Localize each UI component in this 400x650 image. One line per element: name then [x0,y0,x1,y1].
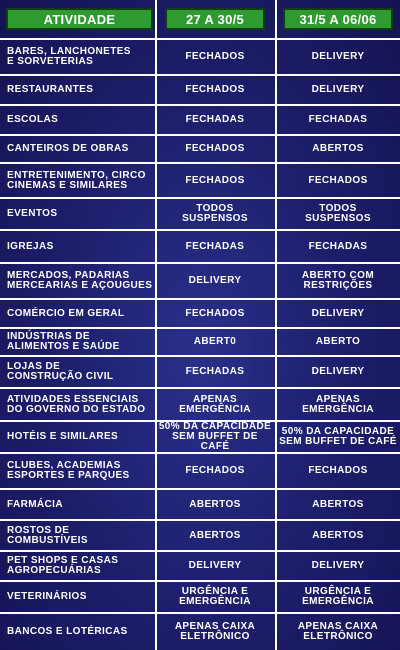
activity-cell [7,76,155,104]
period-1-cell [157,40,273,74]
activity-cell-text: PET SHOPS E CASAS AGROPECUÁRIAS [7,555,119,576]
activity-cell [7,300,155,327]
period-1-cell [157,582,273,612]
period-1-cell-text: FECHADOS [185,174,245,186]
period-2-cell [278,40,398,74]
period-1-cell-text: ABERT0 [193,336,237,347]
period-2-cell [278,264,398,298]
period-1-cell-text: APENAS CAIXA ELETRÔNICO [174,621,256,642]
activity-cell-text: LOJAS DE CONSTRUÇÃO CIVIL [7,361,114,382]
activity-cell-text: BANCOS E LOTÉRICAS [7,626,128,637]
activity-cell [7,329,155,355]
table-row [0,519,400,550]
period-2-cell [278,422,398,452]
period-2-cell [278,231,398,262]
period-2-cell [278,454,398,488]
period-2-cell [278,300,398,327]
period-1-cell-text: ABERTOS [189,529,241,541]
table-row [0,550,400,580]
period-1-cell-text: URGÊNCIA E EMERGÊNCIA [179,586,251,607]
table-row [0,327,400,355]
period-2-cell-text: URGÊNCIA E EMERGÊNCIA [302,586,374,607]
period-2-cell [278,490,398,519]
table-row [0,197,400,229]
table-row [0,298,400,327]
period-1-cell [157,422,273,452]
period-1-cell [157,490,273,519]
period-1-cell [157,136,273,162]
period-2-cell-text: DELIVERY [311,51,365,62]
activity-cell [7,199,155,229]
period-2-cell [278,164,398,197]
period-1-cell [157,614,273,650]
period-2-cell-text: TODOS SUSPENSOS [305,203,371,224]
period-1-cell [157,329,273,355]
period-1-cell [157,454,273,488]
period-1-cell [157,357,273,387]
table-row [0,580,400,612]
header-period-1: 27 A 30/5 [165,8,265,30]
period-1-cell-text: FECHADOS [185,143,245,154]
activity-cell-text: BARES, LANCHONETES E SORVETERIAS [7,46,131,67]
period-2-cell-text: ABERTOS [312,143,364,154]
activity-cell-text: COMÉRCIO EM GERAL [7,307,125,319]
period-2-cell-text: ABERTOS [312,498,364,510]
period-1-cell-text: FECHADOS [185,307,245,319]
period-2-cell-text: DELIVERY [311,366,365,377]
period-1-cell [157,76,273,104]
table-row [0,355,400,387]
period-2-cell-text: ABERTOS [312,529,364,541]
period-2-cell-text: FECHADOS [308,174,368,186]
table-row [0,488,400,519]
table-row [0,134,400,162]
table-row [0,387,400,420]
activity-cell-text: ENTRETENIMENTO, CIRCO CINEMAS E SIMILARES [7,169,146,191]
header-period-2: 31/5 A 06/06 [283,8,393,30]
activity-cell-text: FARMÁCIA [7,498,63,510]
period-2-cell [278,614,398,650]
period-2-cell-text: 50% DA CAPACIDADE SEM BUFFET DE CAFÉ [279,426,397,447]
activity-cell-text: MERCADOS, PADARIAS MERCEARIAS E AÇOUGUES [7,270,153,291]
period-2-cell-text: APENAS CAIXA ELETRÔNICO [297,621,379,642]
period-2-cell-text: ABERTO COM RESTRIÇÕES [301,270,375,291]
activity-cell-text: EVENTOS [7,208,58,219]
period-2-cell [278,521,398,550]
period-1-cell-text: DELIVERY [188,560,242,571]
period-2-cell [278,357,398,387]
period-1-cell [157,389,273,420]
period-1-cell-text: FECHADAS [185,240,245,252]
period-1-cell [157,552,273,580]
period-2-cell-text: FECHADOS [308,465,368,476]
period-2-cell [278,106,398,134]
activity-cell [7,552,155,580]
period-2-cell-text: DELIVERY [311,307,365,319]
period-2-cell-text: DELIVERY [311,84,365,95]
period-2-cell [278,136,398,162]
period-1-cell-text: TODOS SUSPENSOS [182,203,248,224]
table-row [0,612,400,650]
activity-cell [7,106,155,134]
period-1-cell-text: 50% DA CAPACIDADE SEM BUFFET DE CAFÉ [158,421,272,452]
table-row [0,262,400,298]
period-1-cell-text: FECHADOS [185,51,245,62]
period-2-cell-text: FECHADAS [308,114,368,125]
activity-cell [7,231,155,262]
activity-cell [7,614,155,650]
table-row [0,38,400,74]
period-2-cell-text: FECHADAS [308,240,368,252]
period-1-cell [157,164,273,197]
table-row [0,420,400,452]
period-1-cell [157,264,273,298]
period-1-cell [157,106,273,134]
period-1-cell [157,199,273,229]
period-1-cell-text: ABERTOS [189,498,241,510]
period-2-cell [278,329,398,355]
table-row [0,104,400,134]
activity-cell-text: ATIVIDADES ESSENCIAIS DO GOVERNO DO ESTADO [7,393,146,415]
activity-cell [7,40,155,74]
activity-cell-text: CANTEIROS DE OBRAS [7,143,129,154]
period-1-cell-text: FECHADOS [185,84,245,95]
period-2-cell [278,199,398,229]
activity-cell-text: ESCOLAS [7,114,59,125]
activity-cell-text: CLUBES, ACADEMIAS ESPORTES E PARQUES [7,460,130,481]
activity-cell [7,357,155,387]
period-2-cell-text: DELIVERY [311,560,365,571]
header-activity: ATIVIDADE [6,8,153,30]
period-2-cell [278,552,398,580]
period-1-cell-text: APENAS EMERGÊNCIA [179,393,251,415]
activity-cell [7,490,155,519]
activity-cell-text: VETERINÁRIOS [7,591,87,602]
period-2-cell [278,389,398,420]
activity-cell-text: ROSTOS DE COMBUSTÍVEIS [7,524,88,546]
period-1-cell-text: FECHADOS [185,465,245,476]
table-row [0,74,400,104]
activity-cell [7,389,155,420]
period-2-cell [278,582,398,612]
activity-cell [7,454,155,488]
period-1-cell-text: FECHADAS [185,366,245,377]
table-row [0,229,400,262]
table-row [0,452,400,488]
activity-cell-text: RESTAURANTES [7,84,94,95]
period-2-cell [278,76,398,104]
activity-cell [7,582,155,612]
period-1-cell-text: FECHADAS [185,114,245,125]
activity-cell [7,422,155,452]
period-1-cell [157,521,273,550]
activity-cell [7,521,155,550]
activity-cell [7,264,155,298]
period-1-cell-text: DELIVERY [188,275,242,286]
period-1-cell [157,300,273,327]
activity-cell-text: IGREJAS [7,240,54,252]
table-row [0,162,400,197]
table-header [0,0,400,38]
period-2-cell-text: ABERTO [315,336,361,347]
activity-cell [7,136,155,162]
activity-cell-text: INDÚSTRIAS DE ALIMENTOS E SAÚDE [7,331,120,352]
period-1-cell [157,231,273,262]
activity-cell [7,164,155,197]
activity-cell-text: HOTÉIS E SIMILARES [7,431,119,442]
period-2-cell-text: APENAS EMERGÊNCIA [302,393,374,415]
